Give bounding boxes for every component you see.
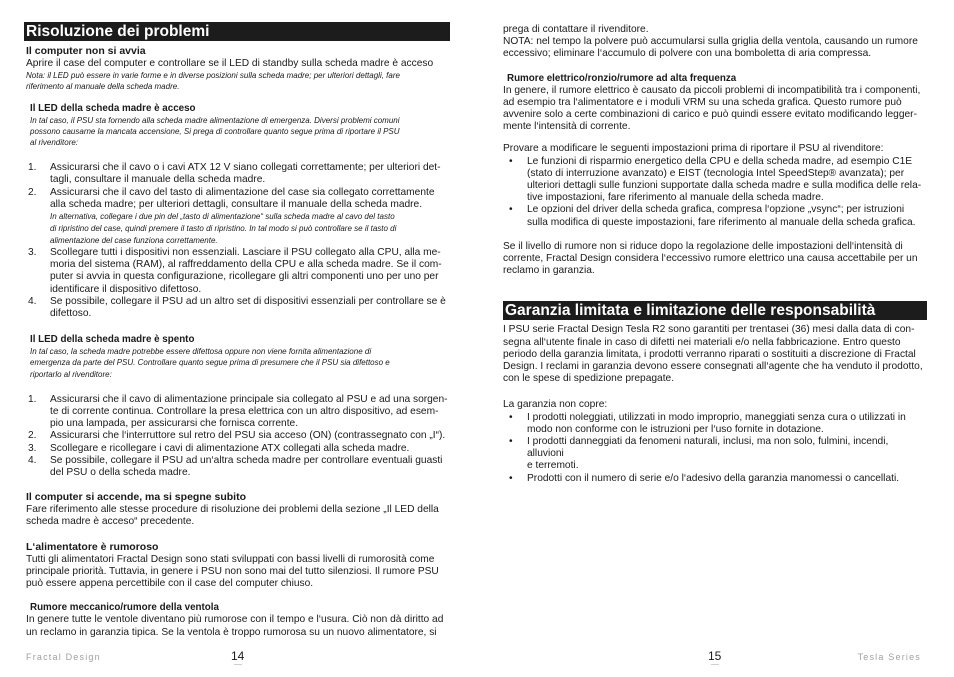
text-line: scheda madre è acceso“ precedente.: [26, 516, 195, 528]
list-number: 1.: [28, 162, 37, 174]
text-line: In genere tutte le ventole diventano più rumorose con il tempo e l‘usura. Ciò non dà diritto ad: [26, 614, 444, 626]
list-warranty-exclusions: [503, 412, 927, 485]
text-line: eccessivo; eliminare l‘accumulo di polvere con una bomboletta di aria compressa.: [503, 48, 872, 60]
text-line: I prodotti noleggiati, utilizzati in modo improprio, maneggiati senza cura o utilizzati in: [527, 411, 906, 423]
text-line: Assicurarsi che il cavo o i cavi ATX 12 V siano collegati correttamente; per ulteriori det-: [50, 162, 441, 174]
text-line: puter si avvia in questa configurazione, ricollegare gli altri componenti uno per uno per: [50, 271, 439, 283]
text-line: modo non conforme con le istruzioni per l‘uso fornite in dotazione.: [527, 423, 824, 435]
list-item: [503, 156, 927, 205]
text-line: riferimento al manuale della scheda madre.: [26, 82, 180, 92]
text-line: principale priorità. Tuttavia, in genere i PSU non sono mai del tutto silenziosi. Il rumore PSU: [26, 565, 439, 577]
paragraph-psu-noisy: [26, 554, 450, 591]
bullet: •: [509, 472, 513, 484]
page-number-decoration: [711, 664, 719, 670]
text-line: I PSU serie Fractal Design Tesla R2 sono garantiti per trentasei (36) mesi dalla data di con-: [503, 324, 915, 336]
text-line: sulla modifica di queste impostazioni, fare riferimento al manuale della scheda grafica.: [527, 216, 916, 228]
list-settings: [503, 156, 927, 229]
heading-led-off: Il LED della scheda madre è spento: [30, 334, 195, 346]
text-line: Prodotti con il numero di serie e/o l‘adesivo della garanzia manomessi o cancellati.: [527, 472, 900, 484]
list-item: [503, 436, 927, 473]
text-line: difettoso.: [50, 308, 92, 320]
list-item: [503, 412, 927, 436]
list-number: 4.: [28, 454, 37, 466]
list-item: [26, 187, 450, 247]
text-line: Design. I reclami in garanzia devono essere consegnati all‘agente che ha venduto il prodotto,: [503, 361, 923, 373]
list-number: 2.: [28, 186, 37, 198]
page-number-right: 15: [708, 649, 722, 663]
text-line: identificare il dispositivo difettoso.: [50, 283, 202, 295]
list-item: [26, 162, 450, 186]
list-number: 1.: [28, 393, 37, 405]
footer-brand: Fractal Design: [26, 652, 101, 662]
paragraph-warranty-excludes: La garanzia non copre:: [503, 399, 608, 411]
text-line: In alternativa, collegare i due pin del „tasto di alimentazione“ sulla scheda madre al cavo del tasto: [50, 212, 395, 222]
text-line: Assicurarsi che il cavo del tasto di alimentazione del case sia collegato correttamente: [50, 186, 435, 198]
text-line: può essere appena percettibile con il case del computer chiuso.: [26, 578, 314, 590]
text-line: pio una lampada, per assicurarsi che fornisca corrente.: [50, 418, 299, 430]
text-line: Le funzioni di risparmio energetico della CPU e della scheda madre, ad esempio C1E: [527, 155, 913, 167]
list-item: [503, 204, 927, 228]
text-line: In genere, il rumore elettrico è causato da piccoli problemi di incompatibilità tra i componenti,: [503, 84, 921, 96]
text-line: ad esempio tra l‘alimentatore e i moduli VRM su una scheda grafica. Questo rumore può: [503, 96, 902, 108]
page-number-decoration: [234, 664, 242, 670]
text-line: Assicurarsi che il cavo di alimentazione principale sia collegato al PSU e ad una sorgen-: [50, 393, 448, 405]
text-line: riportarlo al rivenditore:: [30, 369, 112, 379]
list-item: [26, 443, 450, 455]
text-line: Fare riferimento alle stesse procedure di risoluzione dei problemi della sezione „Il LED della: [26, 504, 439, 516]
text-line: Se il livello di rumore non si riduce dopo la regolazione delle impostazioni dell‘intensità di: [503, 240, 903, 252]
text-line: Tutti gli alimentatori Fractal Design sono stati sviluppati con bassi livelli di rumorosità come: [26, 553, 435, 565]
note-reset-switch: [50, 211, 450, 247]
left-page-column: [26, 22, 450, 639]
text-line: reclamo in garanzia.: [503, 265, 595, 277]
paragraph-check-standby-led: Aprire il case del computer e controllare se il LED di standby sulla scheda madre è acceso: [26, 58, 434, 69]
text-line: e terremoti.: [527, 460, 579, 472]
text-line: un reclamo in garanzia tipica. Se la ventola è troppo rumorosa su un nuovo alimentatore, si: [26, 626, 437, 638]
list-number: 2.: [28, 430, 37, 442]
text-line: tive impostazioni, fare riferimento al manuale della scheda madre.: [527, 192, 824, 204]
list-item: [503, 473, 927, 485]
paragraph-warranty-terms: [503, 324, 927, 385]
footer-series: Tesla Series: [857, 652, 921, 662]
list-led-off-steps: [26, 394, 450, 479]
text-line: Scollegare e ricollegare i cavi di alimentazione ATX collegati alla scheda madre.: [50, 442, 410, 454]
text-line: corrente, Fractal Design considera l‘eccessivo rumore elettrico una causa accettabile per un: [503, 253, 918, 265]
text-line: Le opzioni del driver della scheda grafica, compresa l‘opzione „vsync“; per istruzioni: [527, 204, 905, 216]
text-line: del PSU o della scheda madre.: [50, 467, 191, 479]
text-line: avvenire solo a certe combinazioni di carico e può quindi essere evitato modificando legger-: [503, 109, 917, 121]
list-item: [26, 430, 450, 442]
text-line: ulteriori dettagli sulle funzioni supportate dalla scheda madre e sulla modifica delle rela-: [527, 180, 922, 192]
text-line: In tal caso, il PSU sta fornendo alla scheda madre alimentazione di emergenza. Diversi problemi comuni: [30, 115, 400, 125]
text-line: possono causarne la mancata accensione, Si prega di controllare quanto segue prima di riportare il PSU: [30, 126, 400, 136]
text-line: Se possibile, collegare il PSU ad un‘altra scheda madre per controllare eventuali guasti: [50, 454, 443, 466]
heading-fan-noise: Rumore meccanico/rumore della ventola: [30, 602, 219, 614]
text-line: moria del sistema (RAM), al raffreddamento della CPU e alla scheda madre. Se il com-: [50, 259, 442, 271]
heading-computer-not-starting: Il computer non si avvia: [26, 45, 146, 57]
note-led-off: [30, 346, 450, 380]
paragraph-starts-then-stops: [26, 504, 450, 528]
section-title-warranty: Garanzia limitata e limitazione delle responsabilità: [503, 301, 927, 320]
text-line: (stato di interruzione avanzato) e EIST (tecnologia Intel SpeedStep® avanzata); per: [527, 167, 905, 179]
note-led-on: [30, 115, 450, 149]
paragraph-fan-noise: [26, 614, 450, 638]
note-led-forms: [26, 70, 450, 92]
heading-psu-noisy: L‘alimentatore è rumoroso: [26, 540, 159, 553]
page-number-left: 14: [231, 649, 245, 663]
right-page-column: [503, 24, 927, 485]
text-line: mente l‘intensità di corrente.: [503, 121, 631, 133]
heading-led-on: Il LED della scheda madre è acceso: [30, 102, 196, 114]
list-item: [26, 247, 450, 296]
paragraph-electrical-noise: [503, 85, 927, 134]
text-line: Se possibile, collegare il PSU ad un altro set di dispositivi essenziali per controllare se è: [50, 295, 446, 307]
text-line: tagli, consultare il manuale della scheda madre.: [50, 174, 266, 186]
text-line: Assicurarsi che l‘interruttore sul retro del PSU sia acceso (ON) (contrassegnato con „I“).: [50, 430, 446, 442]
paragraph-noise-warranty: [503, 241, 927, 278]
list-number: 3.: [28, 442, 37, 454]
list-number: 3.: [28, 247, 37, 259]
text-line: alimentazione del case funziona correttamente.: [50, 236, 218, 246]
text-line: alla scheda madre; per ulteriori dettagli, consultare il manuale della scheda madre.: [50, 198, 423, 210]
paragraph-fan-noise-continued: [503, 24, 927, 61]
list-item: [26, 394, 450, 431]
paragraph-try-settings: Provare a modificare le seguenti impostazioni prima di riportare il PSU al rivenditore:: [503, 143, 884, 155]
text-line: periodo della garanzia limitata, i prodotti verranno riparati o sostituiti a discrezione di Fractal: [503, 348, 916, 360]
text-line: I prodotti danneggiati da fenomeni naturali, inclusi, ma non solo, fulmini, incendi, alluvioni: [527, 436, 889, 460]
list-item: [26, 455, 450, 479]
text-line: con le spese di spedizione prepagate.: [503, 373, 675, 385]
text-line: emergenza da parte del PSU. Controllare quanto segue prima di presumere che il PSU sia difettoso e: [30, 358, 390, 368]
list-led-on-steps: [26, 162, 450, 320]
bullet: •: [509, 411, 513, 423]
list-item: [26, 296, 450, 320]
text-line: al rivenditore:: [30, 138, 79, 148]
bullet: •: [509, 204, 513, 216]
text-line: In tal caso, la scheda madre potrebbe essere difettosa oppure non viene fornita alimentazione di: [30, 347, 372, 357]
heading-starts-then-stops: Il computer si accende, ma si spegne subito: [26, 491, 246, 504]
text-line: segna all‘utente finale in caso di difetti nei materiali e/o nella fabbricazione. Entro questo: [503, 336, 901, 348]
bullet: •: [509, 436, 513, 448]
bullet: •: [509, 155, 513, 167]
text-line: NOTA: nel tempo la polvere può accumularsi sulla griglia della ventola, causando un rumore: [503, 36, 918, 48]
heading-electrical-noise: Rumore elettrico/ronzio/rumore ad alta frequenza: [507, 72, 737, 84]
section-title-troubleshooting: Risoluzione dei problemi: [24, 22, 450, 41]
list-number: 4.: [28, 295, 37, 307]
text-line: te di corrente continua. Controllare la presa elettrica con un altro dispositivo, ad esem-: [50, 406, 439, 418]
text-line: di ripristino del case, quindi premere il tasto di ripristino. In tal modo si può controllare se il tasto di: [50, 224, 397, 234]
text-line: prega di contattare il rivenditore.: [503, 24, 649, 35]
text-line: Nota: il LED può essere in varie forme e in diverse posizioni sulla scheda madre; per ulteriori dettagli, fare: [26, 71, 400, 81]
text-line: Scollegare tutti i dispositivi non essenziali. Lasciare il PSU collegato alla CPU, alla me-: [50, 247, 441, 259]
